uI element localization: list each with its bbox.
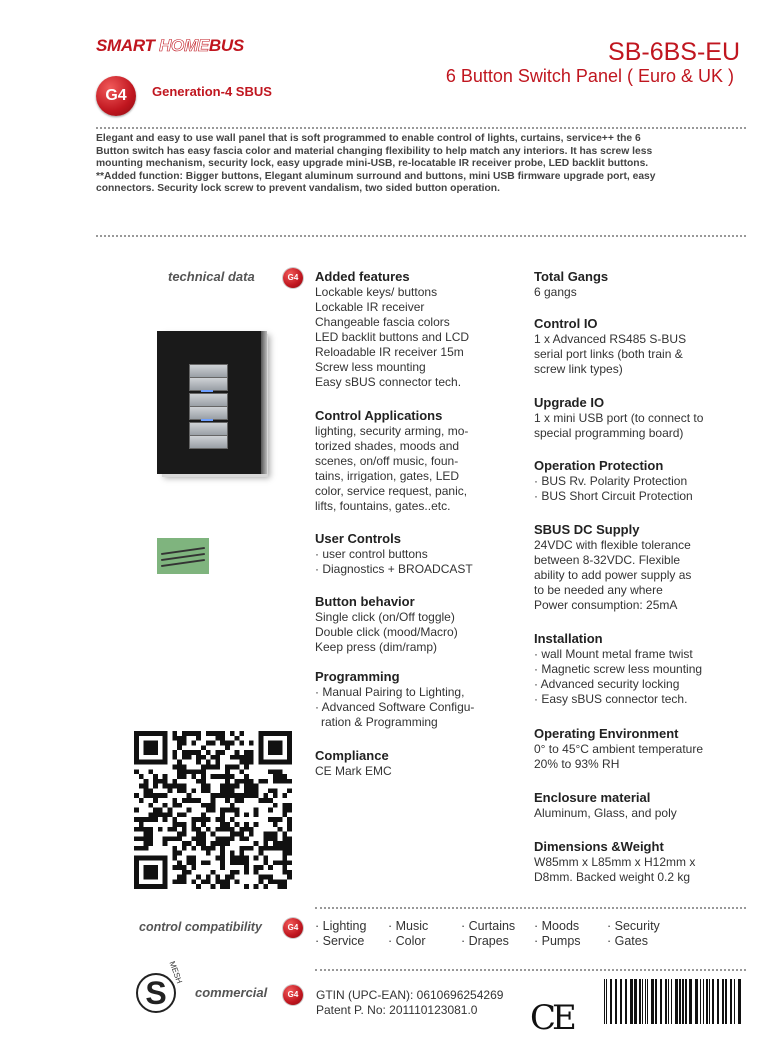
section-title: Added features xyxy=(315,269,410,284)
control-compatibility-label: control compatibility xyxy=(139,920,262,934)
spec-line: to be needed any where xyxy=(534,583,663,597)
section-title: Installation xyxy=(534,631,603,646)
panel-button-shape xyxy=(189,377,228,391)
description-line: Button switch has easy fascia color and material changing flexibility to help match any interiors. It has screw less xyxy=(96,145,653,157)
spec-line: 6 gangs xyxy=(534,285,577,299)
spec-line: · BUS Short Circuit Protection xyxy=(534,489,693,503)
spec-line: D8mm. Backed weight 0.2 kg xyxy=(534,870,691,884)
programming-line: · Manual Pairing to Lighting, xyxy=(315,685,465,699)
section-installation xyxy=(534,631,744,707)
section-total-gangs xyxy=(534,269,744,300)
section-title: Control Applications xyxy=(315,408,443,423)
feature-line: Reloadable IR receiver 15m xyxy=(315,345,464,359)
panel-led-shape xyxy=(201,419,213,421)
compat-item-pumps: · Pumps xyxy=(534,934,581,948)
section-title: Enclosure material xyxy=(534,790,651,805)
product-subtitle: 6 Button Switch Panel ( Euro & UK ) xyxy=(445,66,734,86)
control-line: · Diagnostics + BROADCAST xyxy=(315,562,473,576)
section-title: User Controls xyxy=(315,531,401,546)
behavior-line: Double click (mood/Macro) xyxy=(315,625,458,639)
section-title: Operation Protection xyxy=(534,458,664,473)
brand-logo xyxy=(96,36,244,56)
divider-top xyxy=(96,127,746,129)
application-line: lifts, fountains, gates..etc. xyxy=(315,499,451,513)
section-title: Programming xyxy=(315,669,400,684)
barcode-bars xyxy=(604,979,741,1024)
section-control-io xyxy=(534,316,744,377)
description-line: connectors. Security lock screw to prevent vandalism, two sided button operation. xyxy=(96,183,500,195)
section-title: Operating Environment xyxy=(534,726,679,741)
behavior-line: Keep press (dim/ramp) xyxy=(315,640,438,654)
spec-line: 0° to 45°C ambient temperature xyxy=(534,742,704,756)
spec-line: ability to add power supply as xyxy=(534,568,692,582)
qr-modules xyxy=(134,731,292,889)
mesh-label: MESH xyxy=(167,960,184,985)
qr-code-image xyxy=(134,731,292,889)
programming-line: ration & Programming xyxy=(321,715,438,729)
compat-item-color: · Color xyxy=(388,934,426,948)
section-title: Control IO xyxy=(534,316,598,331)
panel-button-shape xyxy=(189,406,228,420)
section-title: Button behavior xyxy=(315,594,415,609)
ce-mark-icon: CE xyxy=(530,998,573,1038)
barcode-image xyxy=(602,979,744,1024)
section-title: Upgrade IO xyxy=(534,395,605,410)
section-enclosure-material xyxy=(534,790,744,821)
g4-logo: G4 xyxy=(96,76,136,116)
compat-item-music: · Music xyxy=(388,919,429,933)
compat-item-curtains: · Curtains xyxy=(461,919,516,933)
feature-line: LED backlit buttons and LCD xyxy=(315,330,470,344)
spec-line: serial port links (both train & xyxy=(534,347,683,361)
feature-line: Lockable IR receiver xyxy=(315,300,425,314)
section-upgrade-io xyxy=(534,395,744,441)
spec-line: 1 x mini USB port (to connect to xyxy=(534,411,704,425)
patent-number: Patent P. No: 201110123081.0 xyxy=(316,1003,478,1017)
feature-line: Easy sBUS connector tech. xyxy=(315,375,462,389)
section-title: Compliance xyxy=(315,748,389,763)
application-line: lighting, security arming, mo- xyxy=(315,424,469,438)
spec-line: between 8-32VDC. Flexible xyxy=(534,553,681,567)
s-mesh-logo: S xyxy=(136,973,176,1013)
section-programming xyxy=(315,669,525,730)
application-line: color, service request, panic, xyxy=(315,484,468,498)
section-title: SBUS DC Supply xyxy=(534,522,640,537)
spec-line: 24VDC with flexible tolerance xyxy=(534,538,691,552)
description-line: Elegant and easy to use wall panel that is soft programmed to enable control of lights, curtains, service++ the 6 xyxy=(96,133,641,144)
gtin-code: GTIN (UPC-EAN): 0610696254269 xyxy=(316,988,504,1002)
section-operating-environment xyxy=(534,726,744,772)
spec-line: · wall Mount metal frame twist xyxy=(534,647,693,661)
compat-item-gates: · Gates xyxy=(607,934,648,948)
panel-button-shape xyxy=(189,422,228,436)
features-column xyxy=(315,269,525,789)
description-line: mounting mechanism, security lock, easy upgrade mini-USB, re-locatable IR receiver probe, LED backlit buttons. xyxy=(96,158,649,170)
spec-line: Aluminum, Glass, and poly xyxy=(534,806,677,820)
spec-line: · BUS Rv. Polarity Protection xyxy=(534,474,688,488)
model-number: SB-6BS-EU xyxy=(608,38,740,66)
compliance-line: CE Mark EMC xyxy=(315,764,392,778)
section-sbus-dc-supply xyxy=(534,522,744,613)
section-operation-protection xyxy=(534,458,744,504)
brand-text-home: HOME xyxy=(159,36,209,55)
behavior-line: Single click (on/Off toggle) xyxy=(315,610,455,624)
section-button-behavior xyxy=(315,594,525,655)
spec-line: 20% to 93% RH xyxy=(534,757,620,771)
spec-line: special programming board) xyxy=(534,426,684,440)
product-description xyxy=(96,133,746,196)
section-user-controls xyxy=(315,531,525,577)
g4-badge-icon: G4 xyxy=(283,985,303,1005)
divider-mid xyxy=(96,235,746,237)
spec-line: screw link types) xyxy=(534,362,623,376)
control-line: · user control buttons xyxy=(315,547,428,561)
application-line: torized shades, moods and xyxy=(315,439,460,453)
commercial-label: commercial xyxy=(195,985,268,1000)
compat-item-moods: · Moods xyxy=(534,919,580,933)
specs-column xyxy=(534,269,746,889)
application-line: tains, irrigation, gates, LED xyxy=(315,469,460,483)
generation-label: Generation-4 SBUS xyxy=(152,84,272,99)
compatibility-list xyxy=(315,919,746,951)
feature-line: Lockable keys/ buttons xyxy=(315,285,438,299)
compat-item-drapes: · Drapes xyxy=(461,934,509,948)
section-compliance xyxy=(315,748,525,779)
divider-footer xyxy=(315,969,746,971)
section-title: Total Gangs xyxy=(534,269,609,284)
brand-text-bus: BUS xyxy=(208,36,244,55)
spec-line: Power consumption: 25mA xyxy=(534,598,678,612)
panel-button-shape xyxy=(189,435,228,449)
feature-line: Screw less mounting xyxy=(315,360,426,374)
section-title: Dimensions &Weight xyxy=(534,839,664,854)
spec-line: W85mm x L85mm x H12mm x xyxy=(534,855,696,869)
application-line: scenes, on/off music, foun- xyxy=(315,454,459,468)
spec-line: · Advanced security locking xyxy=(534,677,680,691)
section-added-features xyxy=(315,269,525,390)
panel-edge-shape xyxy=(261,331,267,474)
g4-badge-icon: G4 xyxy=(283,268,303,288)
description-line: **Added function: Bigger buttons, Elegant aluminum surround and buttons, mini USB firmware upgrade port, easy xyxy=(96,170,656,182)
spec-line: · Easy sBUS connector tech. xyxy=(534,692,688,706)
panel-led-shape xyxy=(201,390,213,392)
technical-data-label: technical data xyxy=(168,269,255,284)
panel-button-shape xyxy=(189,364,228,378)
divider-compat xyxy=(315,907,746,909)
panel-button-shape xyxy=(189,393,228,407)
spec-line: · Magnetic screw less mounting xyxy=(534,662,703,676)
feature-line: Changeable fascia colors xyxy=(315,315,450,329)
product-codes xyxy=(316,988,503,1018)
spec-line: 1 x Advanced RS485 S-BUS xyxy=(534,332,687,346)
programming-line: · Advanced Software Configu- xyxy=(315,700,475,714)
compat-item-security: · Security xyxy=(607,919,660,933)
ir-probe-image xyxy=(157,538,209,574)
brand-text-smart: SMART xyxy=(96,36,160,55)
g4-badge-icon: G4 xyxy=(283,918,303,938)
section-dimensions-weight xyxy=(534,839,744,885)
switch-panel-image xyxy=(157,331,263,474)
section-control-applications xyxy=(315,408,525,514)
compat-item-lighting: · Lighting xyxy=(315,919,367,933)
compat-item-service: · Service xyxy=(315,934,365,948)
